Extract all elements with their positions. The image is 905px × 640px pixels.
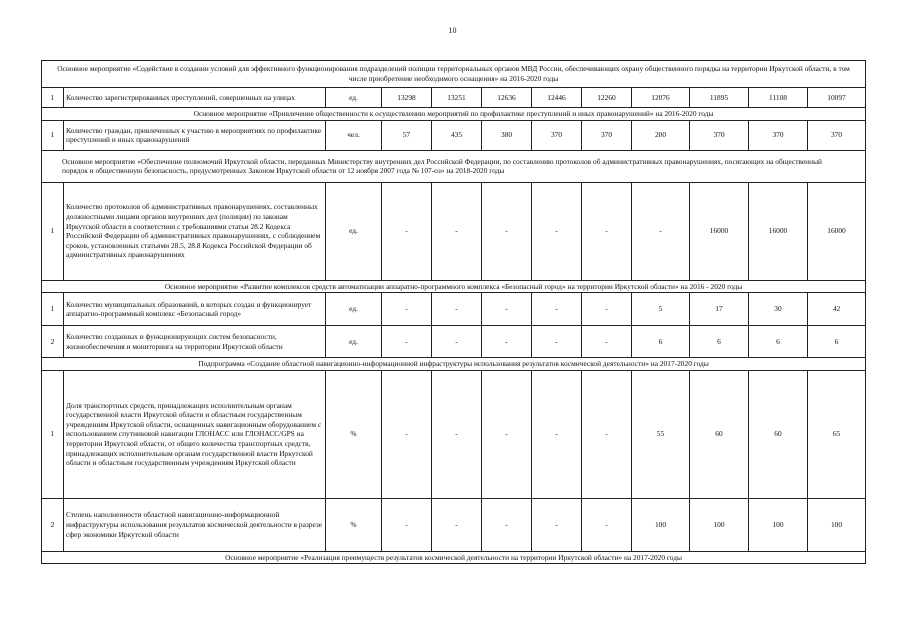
value-cell: 100 [632, 498, 690, 551]
indicator-name: Количество зарегистрированных преступлений, совершенных на улицах [64, 88, 326, 108]
indicator-name: Количество протоколов об административных правонарушениях, составленных должностными лицами органов внутренних дел (полиции) по законам Иркутской области в соответствии с требованиями статьи 28.2 Кодекса Российской Федерации об административных правонарушениях, с соблюдением сроков, установленных статьями 28.5, 28.8 Кодекса Российской Федерации об административных правонарушениях [64, 182, 326, 280]
value-cell: - [382, 326, 432, 358]
section-header-row [42, 150, 866, 182]
value-cell: 100 [749, 498, 808, 551]
indicator-name: Доля транспортных средств, принадлежащих исполнительным органам государственной власти Иркутской области и областным государственным учреждениям Иркутской области, оснащенных навигационным оборудованием с использованием спутниковой навигации ГЛОНАСС или ГЛОНАСС/GPS на территории Иркутской области, от общего количества транспортных средств, принадлежащих исполнительным органам государственной власти Иркутской области и областным государственным учреждениям Иркутской области [64, 370, 326, 498]
indicator-name: Степень наполненности областной навигационно-информационной инфраструктуры использования результатов космической деятельности в разрезе сфер экономики Иркутской области [64, 498, 326, 551]
value-cell: 11108 [749, 88, 808, 108]
value-cell: 10097 [808, 88, 866, 108]
value-cell: - [582, 182, 632, 280]
value-cell: - [432, 370, 482, 498]
value-cell: 435 [432, 120, 482, 150]
indicator-name: Количество граждан, привлеченных к участию в мероприятиях по профилактике преступлений и иных правонарушений [64, 120, 326, 150]
value-cell: 100 [690, 498, 749, 551]
value-cell: 55 [632, 370, 690, 498]
value-cell: - [532, 182, 582, 280]
row-number: 1 [42, 370, 64, 498]
section-header: Основное мероприятие «Обеспечение полномочий Иркутской области, переданных Министерству внутренних дел Российской Федерации, по составлению протоколов об административных правонарушениях, посягающих на общественный порядок и общественную безопасность, предусмотренных Законом Иркутской области от 12 ноября 2007 года № 107-оз» на 2018-2020 годы [42, 150, 866, 182]
section-header-row [42, 358, 866, 371]
value-cell: 16000 [749, 182, 808, 280]
value-cell: 12636 [482, 88, 532, 108]
value-cell: 370 [582, 120, 632, 150]
row-number: 1 [42, 120, 64, 150]
value-cell: - [432, 182, 482, 280]
value-cell: 6 [690, 326, 749, 358]
value-cell: 370 [690, 120, 749, 150]
row-number: 1 [42, 293, 64, 326]
value-cell: 57 [382, 120, 432, 150]
value-cell: - [532, 326, 582, 358]
value-cell: - [582, 498, 632, 551]
value-cell: - [482, 293, 532, 326]
value-cell: - [632, 182, 690, 280]
row-number: 1 [42, 88, 64, 108]
value-cell: 12260 [582, 88, 632, 108]
unit-cell: ед. [326, 326, 382, 358]
value-cell: 380 [482, 120, 532, 150]
unit-cell: ед. [326, 182, 382, 280]
value-cell: 16000 [690, 182, 749, 280]
value-cell: 13251 [432, 88, 482, 108]
value-cell: - [382, 370, 432, 498]
table-row [42, 88, 866, 108]
value-cell: 12076 [632, 88, 690, 108]
indicators-table [41, 60, 866, 564]
value-cell: - [532, 293, 582, 326]
section-header: Основное мероприятие «Содействие в создании условий для эффективного функционирования подразделений полиции территориальных органов МВД России, обеспечивающих охрану общественного порядка на территории Иркутской области, в том числе приобретение необходимого оснащения» на 2016-2020 годы [42, 61, 866, 88]
value-cell: - [382, 498, 432, 551]
table-row [42, 293, 866, 326]
value-cell: - [432, 293, 482, 326]
value-cell: - [482, 498, 532, 551]
value-cell: 6 [749, 326, 808, 358]
row-number: 1 [42, 182, 64, 280]
value-cell: 65 [808, 370, 866, 498]
section-header-row [42, 61, 866, 88]
value-cell: 370 [532, 120, 582, 150]
table-row [42, 326, 866, 358]
value-cell: 13298 [382, 88, 432, 108]
unit-cell: чел. [326, 120, 382, 150]
value-cell: 200 [632, 120, 690, 150]
section-header-row [42, 280, 866, 293]
section-header: Основное мероприятие «Развитие комплексов средств автоматизации аппаратно-программного комплекса «Безопасный город» на территории Иркутской области» на 2016 - 2020 годы [42, 280, 866, 293]
indicator-name: Количество муниципальных образований, в которых создан и функционирует аппаратно-программный комплекс «Безопасный город» [64, 293, 326, 326]
section-header: Подпрограмма «Создание областной навигационно-информационной инфраструктуры использования результатов космической деятельности» на 2017-2020 годы [42, 358, 866, 371]
value-cell: - [432, 498, 482, 551]
unit-cell: % [326, 370, 382, 498]
value-cell: - [382, 293, 432, 326]
section-header-row [42, 551, 866, 564]
value-cell: - [482, 182, 532, 280]
value-cell: - [582, 293, 632, 326]
value-cell: - [482, 326, 532, 358]
table-row [42, 370, 866, 498]
section-header-row [42, 108, 866, 121]
value-cell: - [582, 326, 632, 358]
value-cell: - [532, 370, 582, 498]
value-cell: 11895 [690, 88, 749, 108]
unit-cell: ед. [326, 88, 382, 108]
value-cell: 6 [808, 326, 866, 358]
indicator-name: Количество созданных и функционирующих систем безопасности, жизнеобеспечения и мониторинга на территории Иркутской области [64, 326, 326, 358]
value-cell: 30 [749, 293, 808, 326]
value-cell: 100 [808, 498, 866, 551]
page-number: 10 [448, 26, 457, 35]
value-cell: - [532, 498, 582, 551]
value-cell: 16000 [808, 182, 866, 280]
unit-cell: ед. [326, 293, 382, 326]
row-number: 2 [42, 498, 64, 551]
value-cell: - [482, 370, 532, 498]
value-cell: 5 [632, 293, 690, 326]
section-header: Основное мероприятие «Привлечение общественности к осуществлению мероприятий по профилактике преступлений и иных правонарушений» на 2016-2020 годы [42, 108, 866, 121]
section-header: Основное мероприятие «Реализация преимуществ результатов космической деятельности на территории Иркутской области» на 2017-2020 годы [42, 551, 866, 564]
table-row [42, 120, 866, 150]
value-cell: 17 [690, 293, 749, 326]
unit-cell: % [326, 498, 382, 551]
value-cell: - [382, 182, 432, 280]
value-cell: 370 [749, 120, 808, 150]
table-row [42, 182, 866, 280]
value-cell: 42 [808, 293, 866, 326]
value-cell: 60 [690, 370, 749, 498]
table-row [42, 498, 866, 551]
value-cell: 60 [749, 370, 808, 498]
value-cell: 12446 [532, 88, 582, 108]
value-cell: - [432, 326, 482, 358]
row-number: 2 [42, 326, 64, 358]
value-cell: 6 [632, 326, 690, 358]
value-cell: - [582, 370, 632, 498]
value-cell: 370 [808, 120, 866, 150]
